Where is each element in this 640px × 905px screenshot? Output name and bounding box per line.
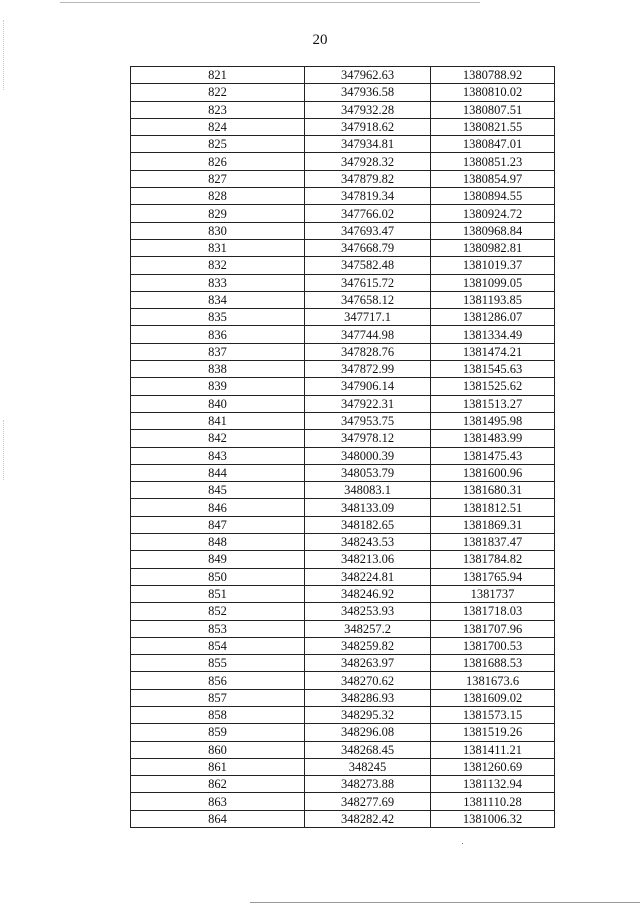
y-coordinate-cell: 1381411.21 (431, 741, 555, 758)
point-number-cell: 845 (131, 482, 305, 499)
point-number-cell: 850 (131, 568, 305, 585)
scan-edge-bottom (250, 902, 640, 903)
point-number-cell: 856 (131, 672, 305, 689)
y-coordinate-cell: 1381784.82 (431, 551, 555, 568)
y-coordinate-cell: 1381718.03 (431, 603, 555, 620)
y-coordinate-cell: 1381495.98 (431, 412, 555, 429)
y-coordinate-cell: 1381673.6 (431, 672, 555, 689)
y-coordinate-cell: 1380810.02 (431, 84, 555, 101)
table-row (131, 655, 555, 672)
point-number-cell: 847 (131, 516, 305, 533)
x-coordinate-cell: 347717.1 (305, 309, 431, 326)
x-coordinate-cell: 348270.62 (305, 672, 431, 689)
point-number-cell: 842 (131, 430, 305, 447)
point-number-cell: 839 (131, 378, 305, 395)
table-row (131, 222, 555, 239)
x-coordinate-cell: 347819.34 (305, 188, 431, 205)
x-coordinate-cell: 348263.97 (305, 655, 431, 672)
y-coordinate-cell: 1381019.37 (431, 257, 555, 274)
x-coordinate-cell: 348259.82 (305, 637, 431, 654)
table-row (131, 136, 555, 153)
y-coordinate-cell: 1381519.26 (431, 724, 555, 741)
x-coordinate-cell: 347668.79 (305, 239, 431, 256)
point-number-cell: 844 (131, 464, 305, 481)
y-coordinate-cell: 1380847.01 (431, 136, 555, 153)
table-row (131, 672, 555, 689)
table-row (131, 793, 555, 810)
point-number-cell: 831 (131, 239, 305, 256)
y-coordinate-cell: 1381525.62 (431, 378, 555, 395)
x-coordinate-cell: 348000.39 (305, 447, 431, 464)
table-row (131, 361, 555, 378)
x-coordinate-cell: 348257.2 (305, 620, 431, 637)
y-coordinate-cell: 1381132.94 (431, 776, 555, 793)
table-row (131, 326, 555, 343)
y-coordinate-cell: 1381837.47 (431, 534, 555, 551)
point-number-cell: 836 (131, 326, 305, 343)
point-number-cell: 861 (131, 758, 305, 775)
table-row (131, 378, 555, 395)
y-coordinate-cell: 1381680.31 (431, 482, 555, 499)
x-coordinate-cell: 348182.65 (305, 516, 431, 533)
table-row (131, 153, 555, 170)
y-coordinate-cell: 1381006.32 (431, 810, 555, 827)
y-coordinate-cell: 1380854.97 (431, 170, 555, 187)
x-coordinate-cell: 347615.72 (305, 274, 431, 291)
x-coordinate-cell: 347978.12 (305, 430, 431, 447)
table-row (131, 810, 555, 827)
table-row (131, 568, 555, 585)
point-number-cell: 837 (131, 343, 305, 360)
x-coordinate-cell: 347953.75 (305, 412, 431, 429)
table-row (131, 118, 555, 135)
table-row (131, 84, 555, 101)
point-number-cell: 860 (131, 741, 305, 758)
x-coordinate-cell: 348295.32 (305, 706, 431, 723)
point-number-cell: 832 (131, 257, 305, 274)
x-coordinate-cell: 347658.12 (305, 291, 431, 308)
table-row (131, 430, 555, 447)
table-row (131, 67, 555, 84)
table-row (131, 499, 555, 516)
x-coordinate-cell: 347932.28 (305, 101, 431, 118)
x-coordinate-cell: 348296.08 (305, 724, 431, 741)
point-number-cell: 827 (131, 170, 305, 187)
x-coordinate-cell: 347582.48 (305, 257, 431, 274)
point-number-cell: 840 (131, 395, 305, 412)
table-row (131, 395, 555, 412)
y-coordinate-cell: 1381286.07 (431, 309, 555, 326)
point-number-cell: 846 (131, 499, 305, 516)
table-row (131, 291, 555, 308)
point-number-cell: 826 (131, 153, 305, 170)
y-coordinate-cell: 1381609.02 (431, 689, 555, 706)
point-number-cell: 864 (131, 810, 305, 827)
table-row (131, 274, 555, 291)
table-row (131, 776, 555, 793)
y-coordinate-cell: 1381707.96 (431, 620, 555, 637)
table-row (131, 188, 555, 205)
scan-speck (462, 843, 463, 844)
point-number-cell: 829 (131, 205, 305, 222)
y-coordinate-cell: 1381600.96 (431, 464, 555, 481)
table-row (131, 447, 555, 464)
x-coordinate-cell: 347934.81 (305, 136, 431, 153)
y-coordinate-cell: 1381334.49 (431, 326, 555, 343)
point-number-cell: 859 (131, 724, 305, 741)
x-coordinate-cell: 347918.62 (305, 118, 431, 135)
y-coordinate-cell: 1381737 (431, 585, 555, 602)
point-number-cell: 853 (131, 620, 305, 637)
point-number-cell: 857 (131, 689, 305, 706)
point-number-cell: 834 (131, 291, 305, 308)
x-coordinate-cell: 347879.82 (305, 170, 431, 187)
y-coordinate-cell: 1381812.51 (431, 499, 555, 516)
point-number-cell: 863 (131, 793, 305, 810)
x-coordinate-cell: 347766.02 (305, 205, 431, 222)
x-coordinate-cell: 348273.88 (305, 776, 431, 793)
y-coordinate-cell: 1380807.51 (431, 101, 555, 118)
y-coordinate-cell: 1381513.27 (431, 395, 555, 412)
table-row (131, 170, 555, 187)
point-number-cell: 830 (131, 222, 305, 239)
point-number-cell: 849 (131, 551, 305, 568)
x-coordinate-cell: 347906.14 (305, 378, 431, 395)
table-row (131, 706, 555, 723)
point-number-cell: 851 (131, 585, 305, 602)
scan-edge-top (60, 2, 480, 3)
table-row (131, 101, 555, 118)
y-coordinate-cell: 1381573.15 (431, 706, 555, 723)
x-coordinate-cell: 347744.98 (305, 326, 431, 343)
y-coordinate-cell: 1380894.55 (431, 188, 555, 205)
x-coordinate-cell: 348243.53 (305, 534, 431, 551)
x-coordinate-cell: 348246.92 (305, 585, 431, 602)
table-row (131, 585, 555, 602)
point-number-cell: 823 (131, 101, 305, 118)
table-row (131, 724, 555, 741)
y-coordinate-cell: 1381474.21 (431, 343, 555, 360)
point-number-cell: 858 (131, 706, 305, 723)
point-number-cell: 843 (131, 447, 305, 464)
x-coordinate-cell: 347928.32 (305, 153, 431, 170)
x-coordinate-cell: 348053.79 (305, 464, 431, 481)
point-number-cell: 862 (131, 776, 305, 793)
y-coordinate-cell: 1380982.81 (431, 239, 555, 256)
x-coordinate-cell: 348282.42 (305, 810, 431, 827)
table-row (131, 637, 555, 654)
y-coordinate-cell: 1380924.72 (431, 205, 555, 222)
y-coordinate-cell: 1380851.23 (431, 153, 555, 170)
x-coordinate-cell: 348224.81 (305, 568, 431, 585)
table-row (131, 464, 555, 481)
table-row (131, 534, 555, 551)
table-row (131, 603, 555, 620)
scan-edge-left-lower (3, 420, 4, 480)
point-number-cell: 848 (131, 534, 305, 551)
point-number-cell: 833 (131, 274, 305, 291)
table-row (131, 257, 555, 274)
point-number-cell: 822 (131, 84, 305, 101)
point-number-cell: 855 (131, 655, 305, 672)
page-number: 20 (312, 32, 328, 48)
table-row (131, 516, 555, 533)
x-coordinate-cell: 347872.99 (305, 361, 431, 378)
table-row (131, 758, 555, 775)
x-coordinate-cell: 347693.47 (305, 222, 431, 239)
y-coordinate-cell: 1381869.31 (431, 516, 555, 533)
y-coordinate-cell: 1381688.53 (431, 655, 555, 672)
table-row (131, 551, 555, 568)
x-coordinate-cell: 348083.1 (305, 482, 431, 499)
point-number-cell: 835 (131, 309, 305, 326)
y-coordinate-cell: 1380788.92 (431, 67, 555, 84)
coordinates-table (130, 66, 555, 828)
point-number-cell: 824 (131, 118, 305, 135)
x-coordinate-cell: 348133.09 (305, 499, 431, 516)
y-coordinate-cell: 1381475.43 (431, 447, 555, 464)
point-number-cell: 821 (131, 67, 305, 84)
point-number-cell: 841 (131, 412, 305, 429)
x-coordinate-cell: 348286.93 (305, 689, 431, 706)
x-coordinate-cell: 348245 (305, 758, 431, 775)
table-row (131, 482, 555, 499)
coordinates-table-body (131, 67, 555, 828)
x-coordinate-cell: 347962.63 (305, 67, 431, 84)
table-row (131, 239, 555, 256)
point-number-cell: 838 (131, 361, 305, 378)
y-coordinate-cell: 1381110.28 (431, 793, 555, 810)
table-row (131, 689, 555, 706)
y-coordinate-cell: 1381193.85 (431, 291, 555, 308)
x-coordinate-cell: 348268.45 (305, 741, 431, 758)
x-coordinate-cell: 348253.93 (305, 603, 431, 620)
point-number-cell: 854 (131, 637, 305, 654)
point-number-cell: 828 (131, 188, 305, 205)
y-coordinate-cell: 1381545.63 (431, 361, 555, 378)
table-row (131, 741, 555, 758)
x-coordinate-cell: 347828.76 (305, 343, 431, 360)
table-row (131, 343, 555, 360)
y-coordinate-cell: 1380821.55 (431, 118, 555, 135)
y-coordinate-cell: 1380968.84 (431, 222, 555, 239)
x-coordinate-cell: 348213.06 (305, 551, 431, 568)
table-row (131, 412, 555, 429)
point-number-cell: 852 (131, 603, 305, 620)
x-coordinate-cell: 347936.58 (305, 84, 431, 101)
y-coordinate-cell: 1381483.99 (431, 430, 555, 447)
x-coordinate-cell: 348277.69 (305, 793, 431, 810)
y-coordinate-cell: 1381099.05 (431, 274, 555, 291)
table-row (131, 309, 555, 326)
table-row (131, 205, 555, 222)
table-row (131, 620, 555, 637)
y-coordinate-cell: 1381700.53 (431, 637, 555, 654)
point-number-cell: 825 (131, 136, 305, 153)
y-coordinate-cell: 1381260.69 (431, 758, 555, 775)
y-coordinate-cell: 1381765.94 (431, 568, 555, 585)
x-coordinate-cell: 347922.31 (305, 395, 431, 412)
